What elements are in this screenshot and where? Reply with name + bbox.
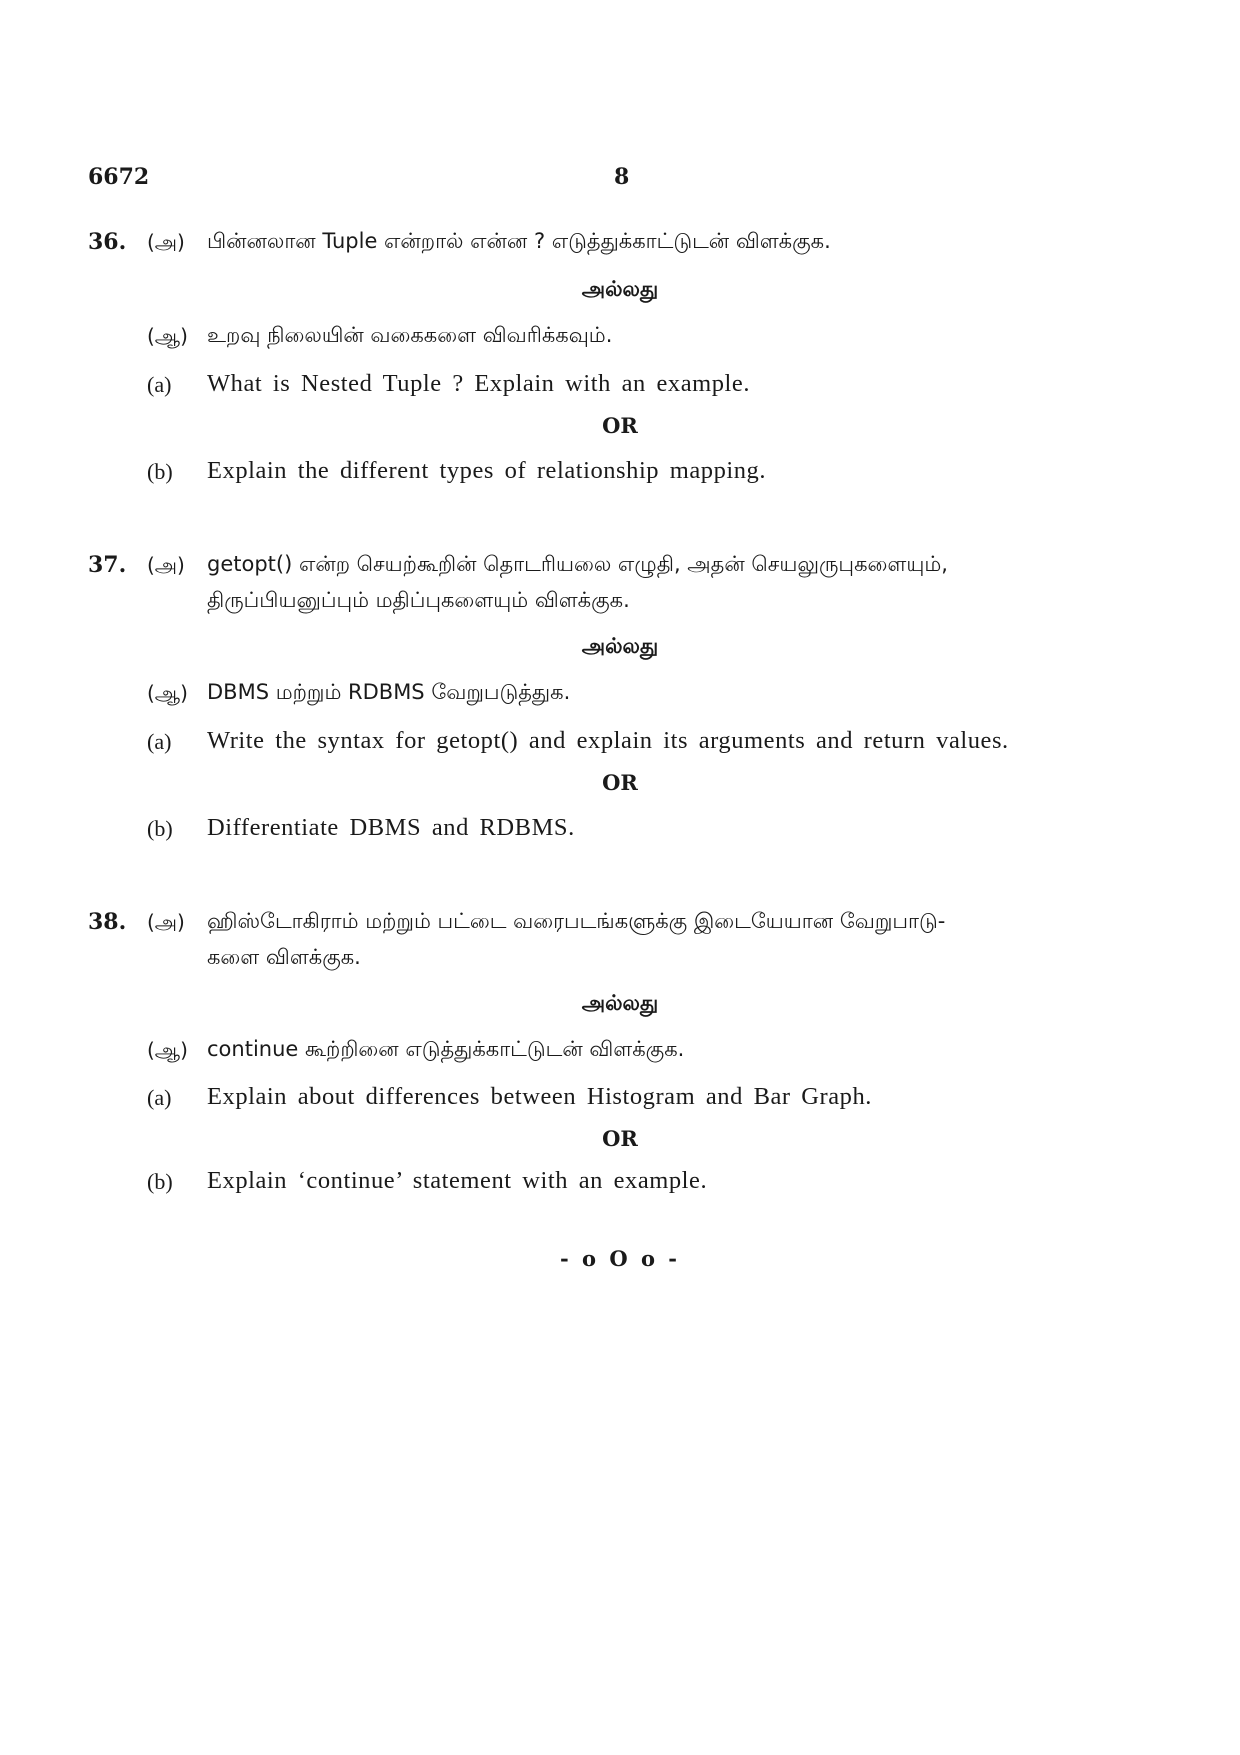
page-number: 8	[614, 164, 630, 190]
tamil-option-a-text-line2: களை விளக்குக.	[207, 945, 361, 969]
english-option-a-text: Explain about differences between Histogram and Bar Graph.	[207, 1083, 872, 1110]
tamil-option-a-text: getopt() என்ற செயற்கூறின் தொடரியலை எழுதி, அதன் செயலுருபுகளையும்,	[207, 552, 948, 576]
question-number: 38.	[88, 909, 127, 935]
tamil-option-a-mark: (அ)	[147, 230, 185, 254]
tamil-option-a-mark: (அ)	[147, 553, 185, 577]
tamil-option-a-mark: (அ)	[147, 910, 185, 934]
english-option-a-mark: (a)	[147, 729, 172, 754]
english-option-a-mark: (a)	[147, 372, 172, 397]
english-or-divider: OR	[602, 770, 638, 795]
question-number: 36.	[88, 229, 127, 255]
tamil-option-b-text: DBMS மற்றும் RDBMS வேறுபடுத்துக.	[207, 680, 571, 704]
tamil-option-a-text: ஹிஸ்டோகிராம் மற்றும் பட்டை வரைபடங்களுக்கு இடையேயான வேறுபாடு-	[207, 909, 946, 933]
tamil-or-divider: அல்லது	[581, 634, 659, 658]
tamil-option-b-mark: (ஆ)	[147, 1038, 188, 1062]
english-option-b-mark: (b)	[147, 1169, 173, 1194]
question-number: 37.	[88, 552, 127, 578]
english-option-b-text: Explain the different types of relationship mapping.	[207, 457, 767, 484]
tamil-option-b-text: உறவு நிலையின் வகைகளை விவரிக்கவும்.	[207, 323, 613, 347]
end-of-paper-mark: - o O o -	[560, 1246, 680, 1271]
english-option-b-text: Differentiate DBMS and RDBMS.	[207, 814, 575, 841]
english-option-a-mark: (a)	[147, 1085, 172, 1110]
english-option-b-mark: (b)	[147, 816, 173, 841]
tamil-option-b-mark: (ஆ)	[147, 681, 188, 705]
paper-code: 6672	[88, 164, 150, 190]
english-option-a-text: What is Nested Tuple ? Explain with an example.	[207, 370, 750, 397]
tamil-option-b-text: continue கூற்றினை எடுத்துக்காட்டுடன் விளக்குக.	[207, 1037, 685, 1061]
tamil-or-divider: அல்லது	[581, 991, 659, 1015]
english-option-b-mark: (b)	[147, 459, 173, 484]
english-option-b-text: Explain ‘continue’ statement with an example.	[207, 1167, 708, 1194]
english-or-divider: OR	[602, 1126, 638, 1151]
tamil-option-a-text-line2: திருப்பியனுப்பும் மதிப்புகளையும் விளக்குக.	[207, 588, 630, 612]
english-or-divider: OR	[602, 413, 638, 438]
tamil-option-b-mark: (ஆ)	[147, 324, 188, 348]
tamil-or-divider: அல்லது	[581, 277, 659, 301]
tamil-option-a-text: பின்னலான Tuple என்றால் என்ன ? எடுத்துக்காட்டுடன் விளக்குக.	[207, 229, 831, 253]
english-option-a-text: Write the syntax for getopt() and explain its arguments and return values.	[207, 727, 1009, 754]
